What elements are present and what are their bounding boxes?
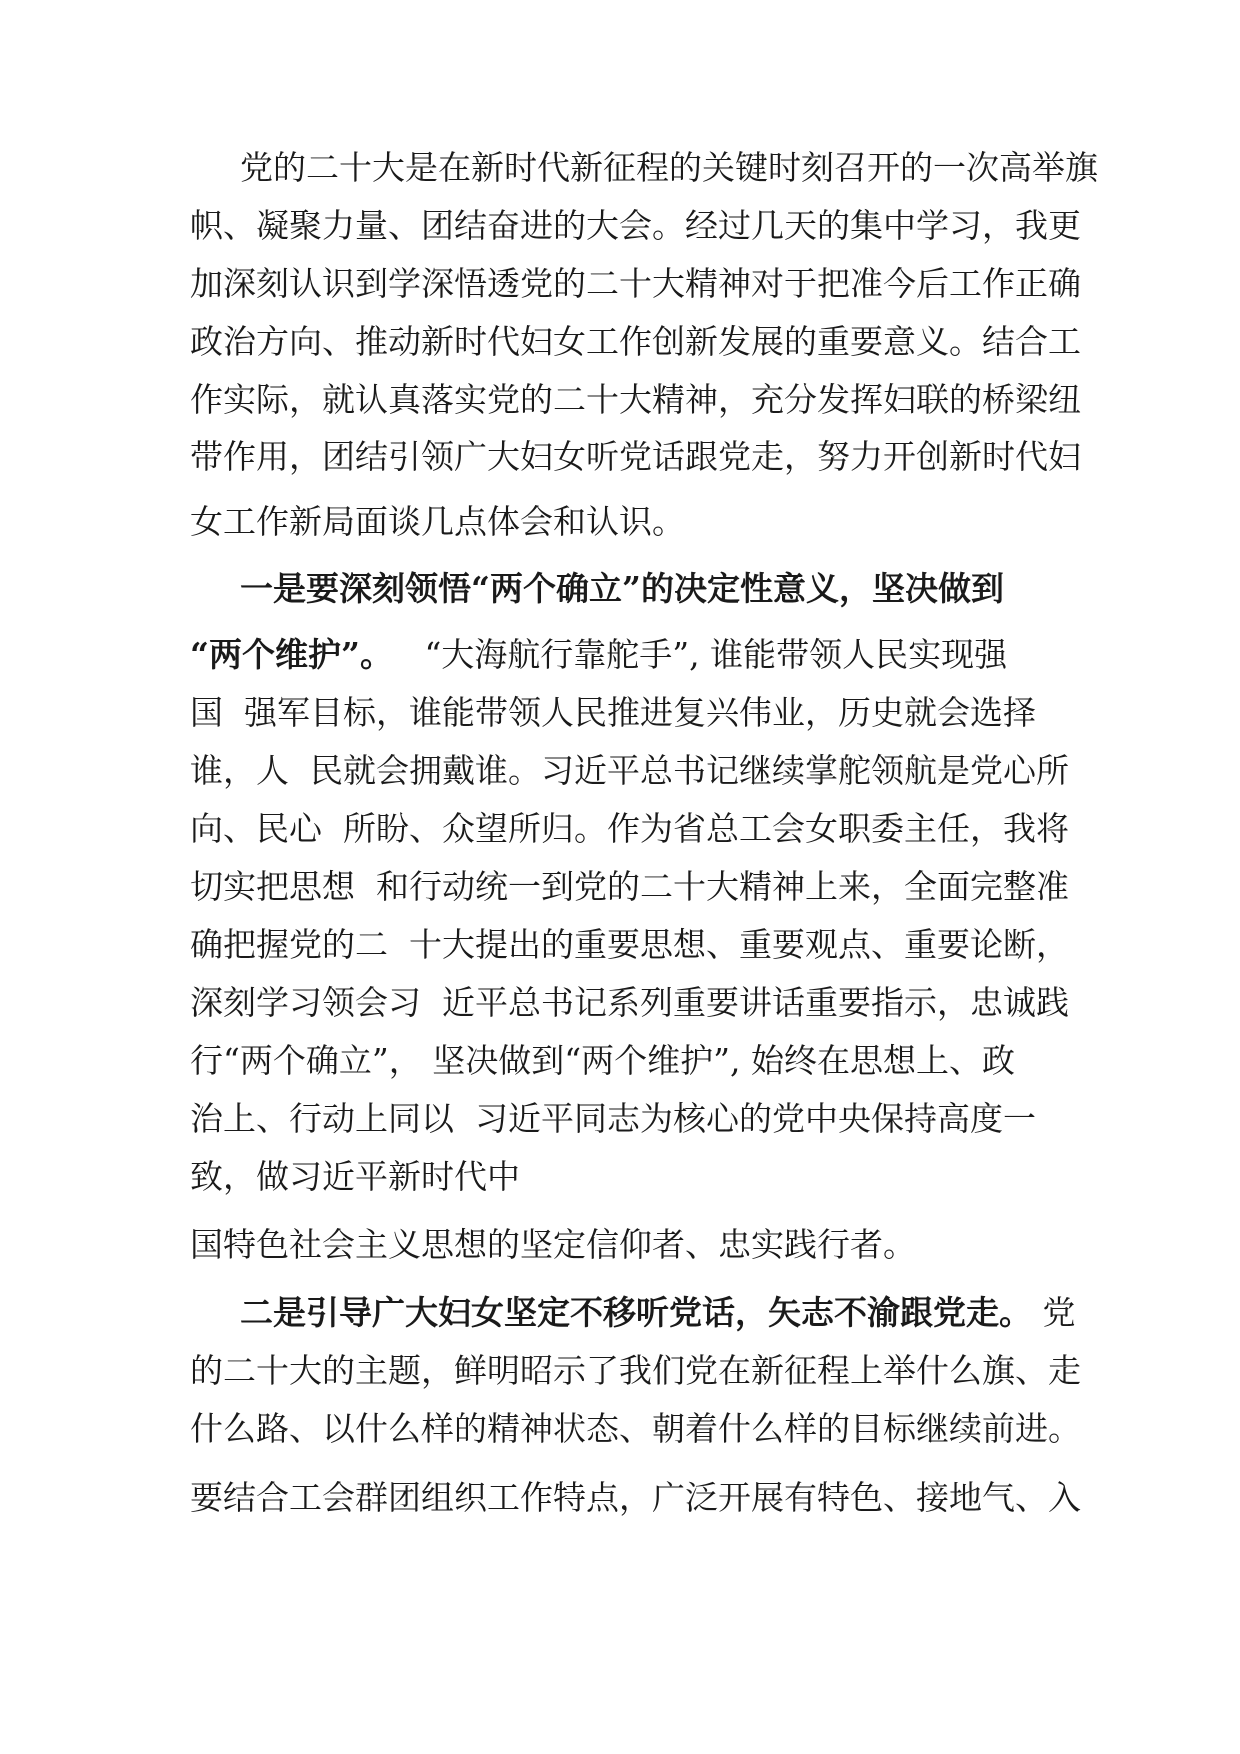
- paragraph1-line-6: 带作用，团结引领广大妇女听党话跟党走，努力开创新时代妇: [190, 437, 1081, 476]
- paragraph2-line-3: 向、民心 所盼、众望所归。作为省总工会女职委主任，我将: [190, 809, 1069, 848]
- paragraph2-heading-line-1: 一是要深刻领悟“两个确立”的决定性意义，坚决做到: [240, 569, 1004, 608]
- paragraph2-heading-bold: “两个维护”。: [190, 635, 393, 674]
- paragraph2-heading-rest: “大海航行靠舵手”, 谁能带领人民实现强: [392, 635, 1008, 674]
- paragraph2-line-1: 国 强军目标，谁能带领人民推进复兴伟业，历史就会选择: [190, 693, 1036, 732]
- paragraph1-line-4: 政治方向、推动新时代妇女工作创新发展的重要意义。结合工: [190, 322, 1081, 361]
- paragraph2-line-9: 致，做习近平新时代中: [190, 1157, 520, 1196]
- paragraph2-heading-line-2: [190, 635, 1007, 675]
- paragraph3-heading-bold: 二是引导广大妇女坚定不移听党话，矢志不渝跟党走。: [240, 1293, 1032, 1332]
- paragraph1-line-2: 帜、凝聚力量、团结奋进的大会。经过几天的集中学习，我更: [190, 206, 1081, 245]
- paragraph1-line-1: 党的二十大是在新时代新征程的关键时刻召开的一次高举旗: [240, 148, 1098, 187]
- paragraph2-line-4: 切实把思想 和行动统一到党的二十大精神上来，全面完整准: [190, 867, 1069, 906]
- paragraph3-line-2: 什么路、以什么样的精神状态、朝着什么样的目标继续前进。: [190, 1409, 1081, 1448]
- paragraph1-line-3: 加深刻认识到学深悟透党的二十大精神对于把准今后工作正确: [190, 264, 1081, 303]
- paragraph1-line-5: 作实际，就认真落实党的二十大精神，充分发挥妇联的桥梁纽: [190, 380, 1081, 419]
- paragraph3-heading-line: [240, 1293, 1076, 1333]
- paragraph2-line-5: 确把握党的二 十大提出的重要思想、重要观点、重要论断，: [190, 925, 1069, 964]
- paragraph2-line-8: 治上、行动上同以 习近平同志为核心的党中央保持高度一: [190, 1099, 1036, 1138]
- paragraph2-line-6: 深刻学习领会习 近平总书记系列重要讲话重要指示，忠诚践: [190, 983, 1069, 1022]
- paragraph2-line-2: 谁，人 民就会拥戴谁。习近平总书记继续掌舵领航是党心所: [190, 751, 1069, 790]
- paragraph1-line-7: 女工作新局面谈几点体会和认识。: [190, 502, 685, 541]
- paragraph2-line-7: 行“两个确立”， 坚决做到“两个维护”, 始终在思想上、政: [190, 1041, 1015, 1080]
- paragraph3-heading-rest: 党: [1032, 1293, 1076, 1332]
- paragraph3-line-3: 要结合工会群团组织工作特点，广泛开展有特色、接地气、入: [190, 1478, 1081, 1517]
- paragraph3-line-1: 的二十大的主题，鲜明昭示了我们党在新征程上举什么旗、走: [190, 1351, 1081, 1390]
- paragraph2-line-10: 国特色社会主义思想的坚定信仰者、忠实践行者。: [190, 1225, 916, 1264]
